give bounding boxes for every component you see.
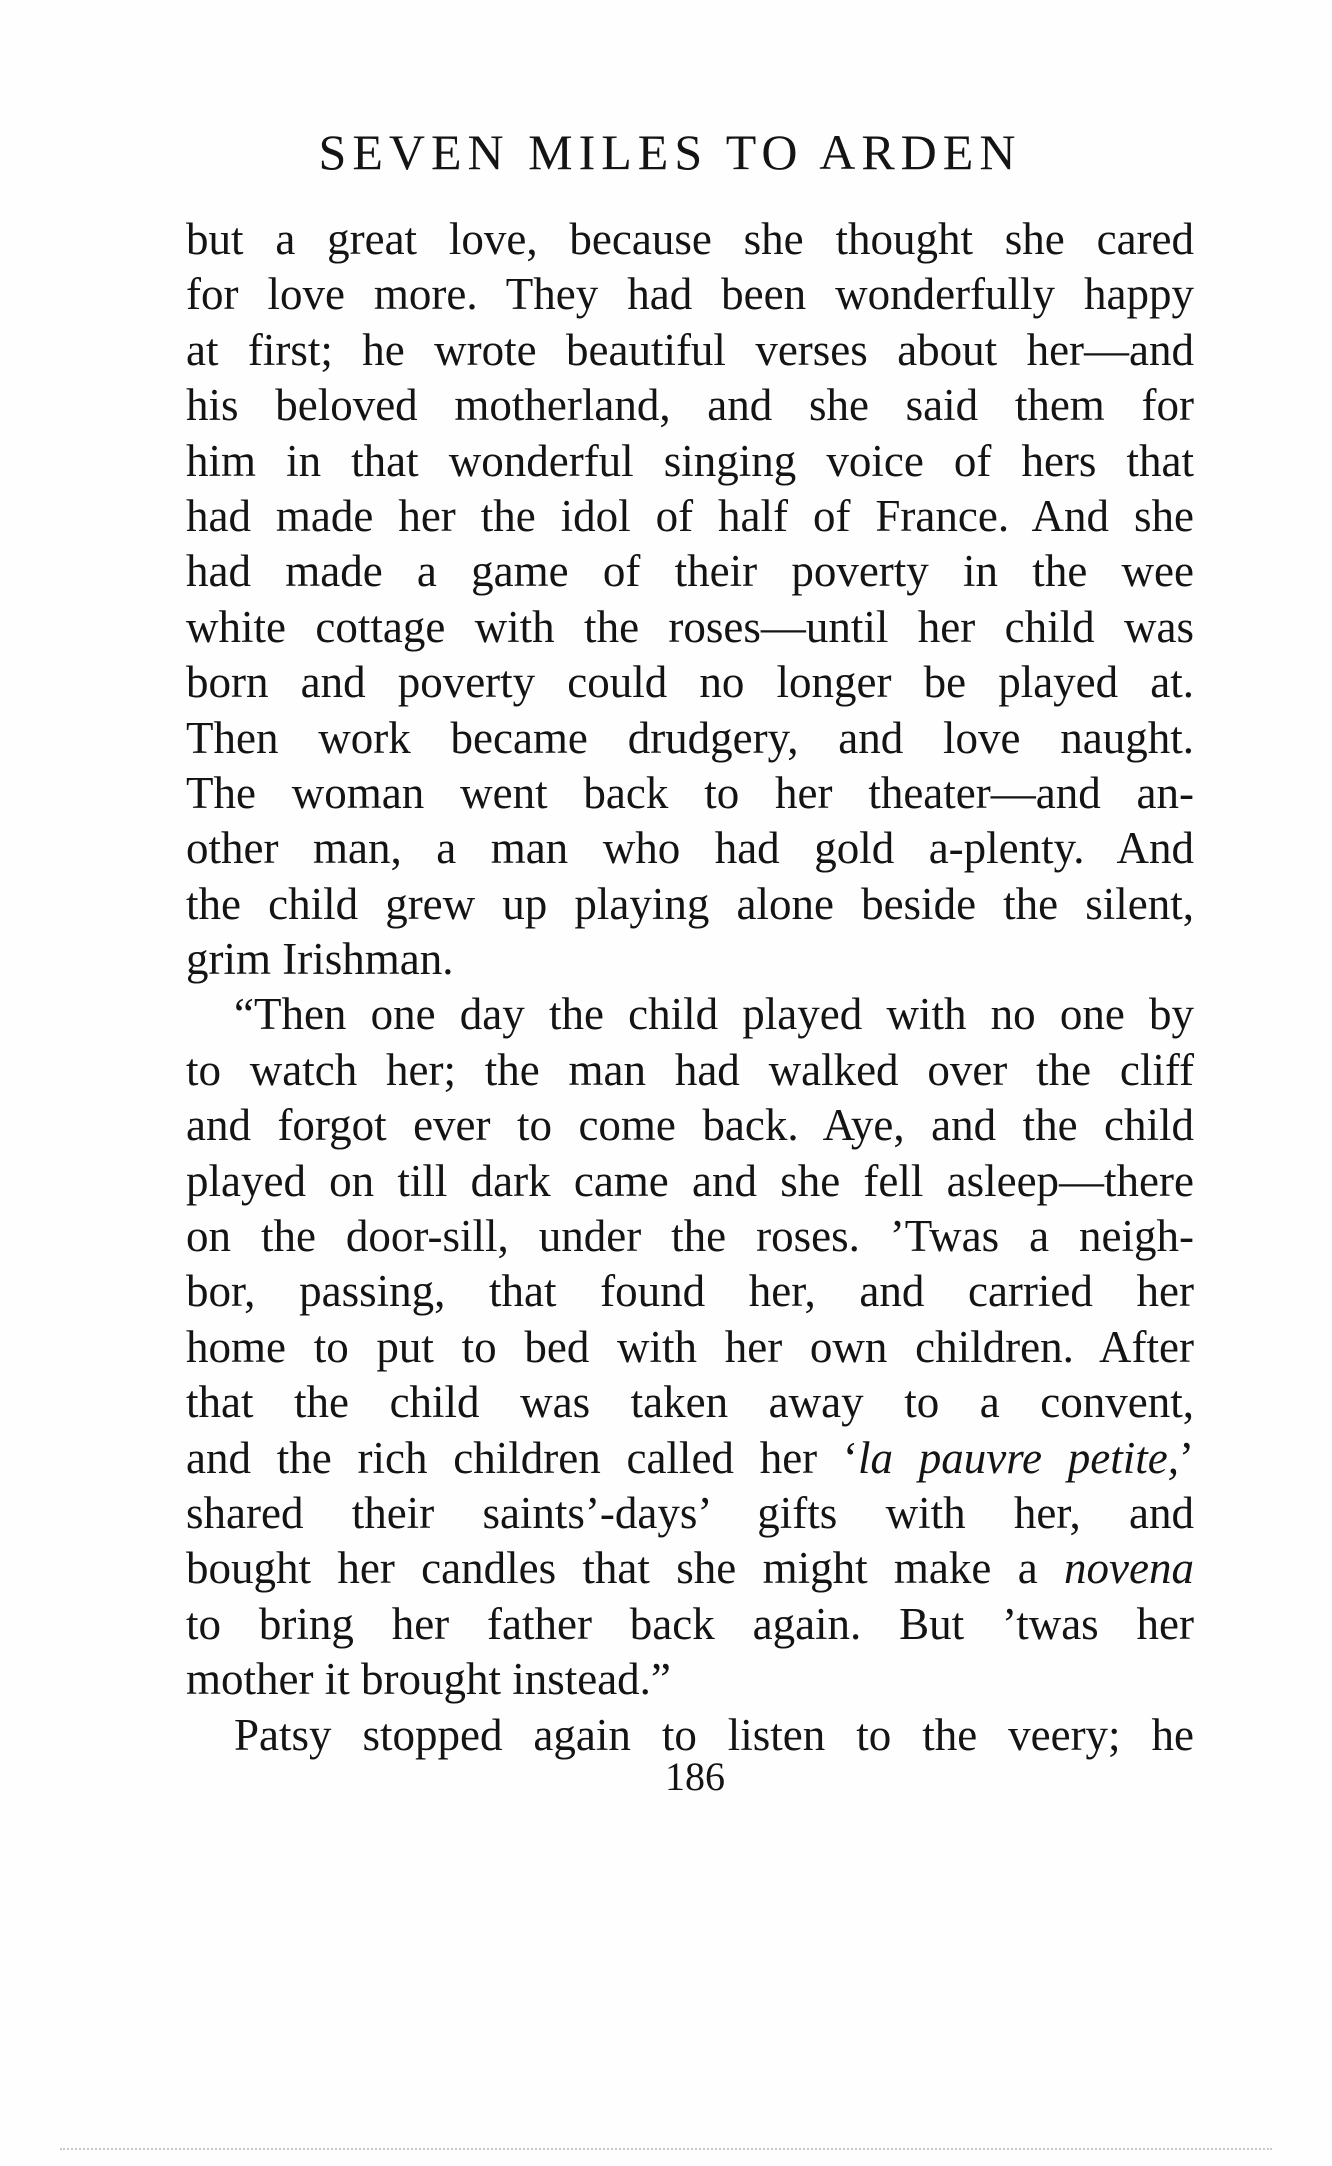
text-line bbox=[186, 1541, 1194, 1596]
text-line: grim Irishman. bbox=[186, 934, 454, 985]
text-line: his beloved motherland, and she said them for bbox=[186, 380, 1194, 431]
text-line: The woman went back to her theater—and an- bbox=[186, 767, 1194, 818]
text-line: but a great love, because she thought she cared bbox=[186, 214, 1194, 264]
line-text: ’ bbox=[1179, 1432, 1195, 1483]
text-line: the child grew up playing alone beside the silent, bbox=[186, 878, 1194, 929]
text-line: for love more. They had been wonderfully happy bbox=[186, 269, 1194, 320]
running-head: SEVEN MILES TO ARDEN bbox=[318, 124, 1022, 180]
text-line: other man, a man who had gold a-plenty. And bbox=[186, 823, 1194, 874]
italic-phrase: la pauvre petite, bbox=[857, 1432, 1180, 1483]
text-line bbox=[186, 1431, 1194, 1486]
line-text: and the rich children called her ‘ bbox=[186, 1432, 858, 1483]
page-number: 186 bbox=[665, 1754, 725, 1799]
text-line: born and poverty could no longer be played at. bbox=[186, 657, 1194, 708]
text-line: him in that wonderful singing voice of hers that bbox=[186, 435, 1194, 486]
text-line: that the child was taken away to a convent, bbox=[186, 1377, 1194, 1428]
text-line: shared their saints’-days’ gifts with her, and bbox=[186, 1487, 1194, 1538]
text-line: at first; he wrote beautiful verses about her—and bbox=[186, 324, 1194, 375]
line-text: bought her candles that she might make a bbox=[186, 1543, 1065, 1594]
italic-word: novena bbox=[1064, 1543, 1194, 1594]
text-line: “Then one day the child played with no one by bbox=[234, 989, 1194, 1040]
text-line: had made her the idol of half of France. And she bbox=[186, 490, 1194, 541]
text-line: home to put to bed with her own children. After bbox=[186, 1321, 1194, 1372]
text-line: Patsy stopped again to listen to the veery; he bbox=[234, 1709, 1194, 1760]
text-line: Then work became drudgery, and love naught. bbox=[186, 712, 1194, 763]
text-line: mother it brought instead.” bbox=[186, 1654, 671, 1705]
text-line: and forgot ever to come back. Aye, and the child bbox=[186, 1100, 1194, 1151]
text-line: played on till dark came and she fell asleep—there bbox=[186, 1155, 1194, 1206]
text-line: had made a game of their poverty in the wee bbox=[186, 546, 1194, 597]
text-line: bor, passing, that found her, and carried her bbox=[186, 1266, 1194, 1317]
body-text bbox=[186, 212, 1194, 1763]
text-line: white cottage with the roses—until her child was bbox=[186, 601, 1194, 652]
text-line: on the door-sill, under the roses. ’Twas a neigh- bbox=[186, 1211, 1194, 1262]
text-line: to bring her father back again. But ’twas her bbox=[186, 1598, 1194, 1649]
text-line: to watch her; the man had walked over the cliff bbox=[186, 1044, 1194, 1095]
scan-edge-artifact bbox=[60, 2148, 1272, 2152]
